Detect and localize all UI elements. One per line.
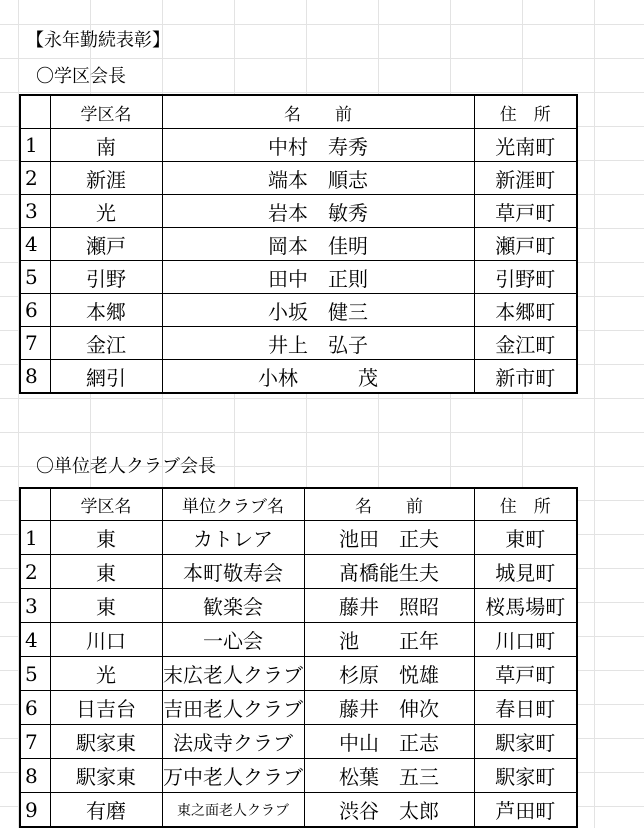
name-cell: 杉原 悦雄 — [304, 657, 474, 691]
name-cell: 藤井 伸次 — [304, 691, 474, 725]
address-cell: 草戸町 — [474, 195, 577, 228]
table-header-row — [20, 488, 577, 521]
table-row — [20, 162, 577, 195]
table-row — [20, 521, 577, 555]
district-cell: 東 — [50, 589, 162, 623]
header-number — [20, 95, 50, 129]
section-heading-district-chairs: 〇学区会長 — [36, 66, 126, 87]
header-district: 学区名 — [50, 95, 162, 129]
row-number: 2 — [20, 555, 50, 589]
row-number: 8 — [20, 759, 50, 793]
row-number: 4 — [20, 228, 50, 261]
name-cell: 渋谷 太郎 — [304, 793, 474, 828]
address-cell: 駅家町 — [474, 759, 577, 793]
club-cell: 万中老人クラブ — [162, 759, 304, 793]
address-cell: 春日町 — [474, 691, 577, 725]
row-number: 3 — [20, 589, 50, 623]
name-cell: 田中 正則 — [162, 261, 474, 294]
address-cell: 東町 — [474, 521, 577, 555]
address-cell: 新涯町 — [474, 162, 577, 195]
row-number: 7 — [20, 327, 50, 360]
club-cell: 末広老人クラブ — [162, 657, 304, 691]
row-number: 2 — [20, 162, 50, 195]
name-cell: 岩本 敏秀 — [162, 195, 474, 228]
district-cell: 駅家東 — [50, 725, 162, 759]
district-chairs-table — [19, 94, 578, 394]
row-number: 5 — [20, 657, 50, 691]
district-cell: 有磨 — [50, 793, 162, 828]
address-cell: 引野町 — [474, 261, 577, 294]
table-row — [20, 294, 577, 327]
district-cell: 引野 — [50, 261, 162, 294]
address-cell: 本郷町 — [474, 294, 577, 327]
club-cell: 法成寺クラブ — [162, 725, 304, 759]
table-row — [20, 725, 577, 759]
name-cell: 松葉 五三 — [304, 759, 474, 793]
name-cell: 中村 寿秀 — [162, 129, 474, 162]
district-cell: 南 — [50, 129, 162, 162]
district-cell: 東 — [50, 555, 162, 589]
club-chairs-table — [19, 487, 578, 828]
header-name: 名 前 — [304, 488, 474, 521]
district-cell: 網引 — [50, 360, 162, 394]
name-cell: 中山 正志 — [304, 725, 474, 759]
table-row — [20, 691, 577, 725]
table-row — [20, 360, 577, 394]
club-cell: カトレア — [162, 521, 304, 555]
district-cell: 金江 — [50, 327, 162, 360]
section-heading-club-chairs: 〇単位老人クラブ会長 — [36, 456, 216, 477]
row-number: 1 — [20, 521, 50, 555]
name-cell: 小林 茂 — [162, 360, 474, 394]
header-address: 住 所 — [474, 95, 577, 129]
district-cell: 光 — [50, 657, 162, 691]
table-header-row — [20, 95, 577, 129]
district-cell: 新涯 — [50, 162, 162, 195]
table-row — [20, 555, 577, 589]
district-cell: 東 — [50, 521, 162, 555]
district-cell: 光 — [50, 195, 162, 228]
club-cell: 吉田老人クラブ — [162, 691, 304, 725]
district-cell: 日吉台 — [50, 691, 162, 725]
page-title: 【永年勤続表彰】 — [26, 30, 170, 51]
address-cell: 桜馬場町 — [474, 589, 577, 623]
header-name: 名 前 — [162, 95, 474, 129]
club-cell: 本町敬寿会 — [162, 555, 304, 589]
header-number — [20, 488, 50, 521]
row-number: 8 — [20, 360, 50, 394]
address-cell: 川口町 — [474, 623, 577, 657]
address-cell: 瀬戸町 — [474, 228, 577, 261]
row-number: 7 — [20, 725, 50, 759]
table-row — [20, 327, 577, 360]
club-cell: 一心会 — [162, 623, 304, 657]
name-cell: 池 正年 — [304, 623, 474, 657]
district-cell: 駅家東 — [50, 759, 162, 793]
address-cell: 金江町 — [474, 327, 577, 360]
row-number: 1 — [20, 129, 50, 162]
row-number: 4 — [20, 623, 50, 657]
name-cell: 小坂 健三 — [162, 294, 474, 327]
table-row — [20, 261, 577, 294]
name-cell: 端本 順志 — [162, 162, 474, 195]
address-cell: 芦田町 — [474, 793, 577, 828]
row-number: 9 — [20, 793, 50, 828]
table-row — [20, 228, 577, 261]
table-row — [20, 793, 577, 828]
table-row — [20, 129, 577, 162]
address-cell: 新市町 — [474, 360, 577, 394]
district-cell: 川口 — [50, 623, 162, 657]
name-cell: 池田 正夫 — [304, 521, 474, 555]
header-district: 学区名 — [50, 488, 162, 521]
row-number: 5 — [20, 261, 50, 294]
address-cell: 光南町 — [474, 129, 577, 162]
name-cell: 井上 弘子 — [162, 327, 474, 360]
table-row — [20, 623, 577, 657]
row-number: 6 — [20, 294, 50, 327]
name-cell: 藤井 照昭 — [304, 589, 474, 623]
table-row — [20, 657, 577, 691]
name-cell: 岡本 佳明 — [162, 228, 474, 261]
row-number: 3 — [20, 195, 50, 228]
table-row — [20, 589, 577, 623]
district-cell: 本郷 — [50, 294, 162, 327]
district-cell: 瀬戸 — [50, 228, 162, 261]
club-cell: 歓楽会 — [162, 589, 304, 623]
header-club: 単位クラブ名 — [162, 488, 304, 521]
address-cell: 城見町 — [474, 555, 577, 589]
table-row — [20, 759, 577, 793]
header-address: 住 所 — [474, 488, 577, 521]
address-cell: 草戸町 — [474, 657, 577, 691]
name-cell: 髙橋能生夫 — [304, 555, 474, 589]
row-number: 6 — [20, 691, 50, 725]
address-cell: 駅家町 — [474, 725, 577, 759]
table-row — [20, 195, 577, 228]
club-cell: 東之面老人クラブ — [162, 793, 304, 828]
